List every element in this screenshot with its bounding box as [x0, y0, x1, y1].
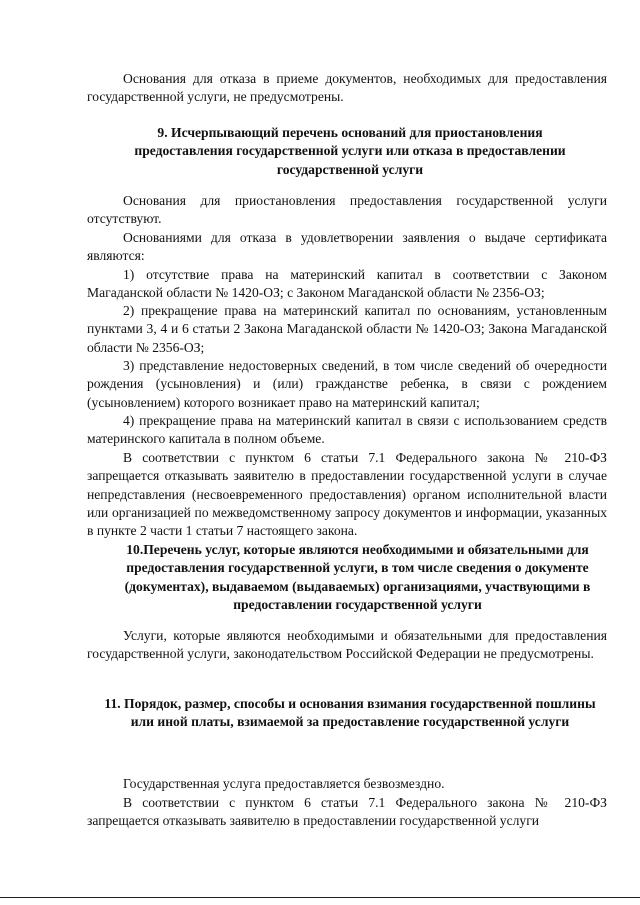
page-bottom-rule: [0, 897, 640, 898]
paragraph-9-6: 4) прекращение права на материнский капитал в связи с использованием средств материнского капитала в полном объеме.: [87, 413, 607, 447]
paragraph-9-1: Основания для приостановления предоставления государственной услуги отсутствуют.: [87, 193, 607, 227]
section-10-heading: 10.Перечень услуг, которые являются необходимыми и обязательными для предоставления государственной услуги, в том числе сведения о документе (документах), выдаваемом (выдаваемых) организациями, участвующими в предоставлении государственной услуги: [124, 542, 591, 612]
paragraph-11-1: Государственная услуга предоставляется безвозмездно.: [123, 776, 445, 791]
paragraph-9-2: Основаниями для отказа в удовлетворении заявления о выдаче сертификата являются:: [87, 230, 607, 264]
section-11-heading: 11. Порядок, размер, способы и основания взимания государственной пошлины или иной платы, взимаемой за предоставление государственной услуги: [104, 696, 596, 730]
paragraph-9-4: 2) прекращение права на материнский капитал по основаниям, установленным пунктами 3, 4 и 6 статьи 2 Закона Магаданской области № 1420-ОЗ; Закона Магаданской области № 2356-ОЗ;: [87, 303, 607, 355]
paragraph-11-2: В соответствии с пунктом 6 статьи 7.1 Федерального закона № 210-ФЗ запрещается отказывать заявителю в предоставлении государственной услуги: [87, 795, 607, 829]
paragraph-9-5: 3) представление недостоверных сведений, в том числе сведений об очередности рождения (усыновления) и (или) гражданстве ребенка, в связи с рождением (усыновлением) которого возникает право на материнский капитал;: [87, 358, 607, 410]
paragraph-9-7: В соответствии с пунктом 6 статьи 7.1 Федерального закона № 210-ФЗ запрещается отказывать заявителю в предоставлении государственной услуги в случае непредставления (несвоевременного предоставления) органом исполнительной власти или организацией по межведомственному запросу документов и информации, указанных в пункте 2 части 1 статьи 7 настоящего закона.: [87, 450, 607, 539]
paragraph-10-1: Услуги, которые являются необходимыми и обязательными для предоставления государственной услуги, законодательством Российской Федерации не предусмотрены.: [87, 628, 607, 662]
paragraph-refusal-documents: Основания для отказа в приеме документов, необходимых для предоставления государственной услуги, не предусмотрены.: [87, 71, 607, 105]
section-9-heading: 9. Исчерпывающий перечень оснований для приостановления предоставления государственной услуги или отказа в предоставлении государственной услуги: [134, 125, 566, 177]
paragraph-9-3: 1) отсутствие права на материнский капитал в соответствии с Законом Магаданской области № 1420-ОЗ; с Законом Магаданской области № 2356-ОЗ;: [87, 267, 607, 301]
